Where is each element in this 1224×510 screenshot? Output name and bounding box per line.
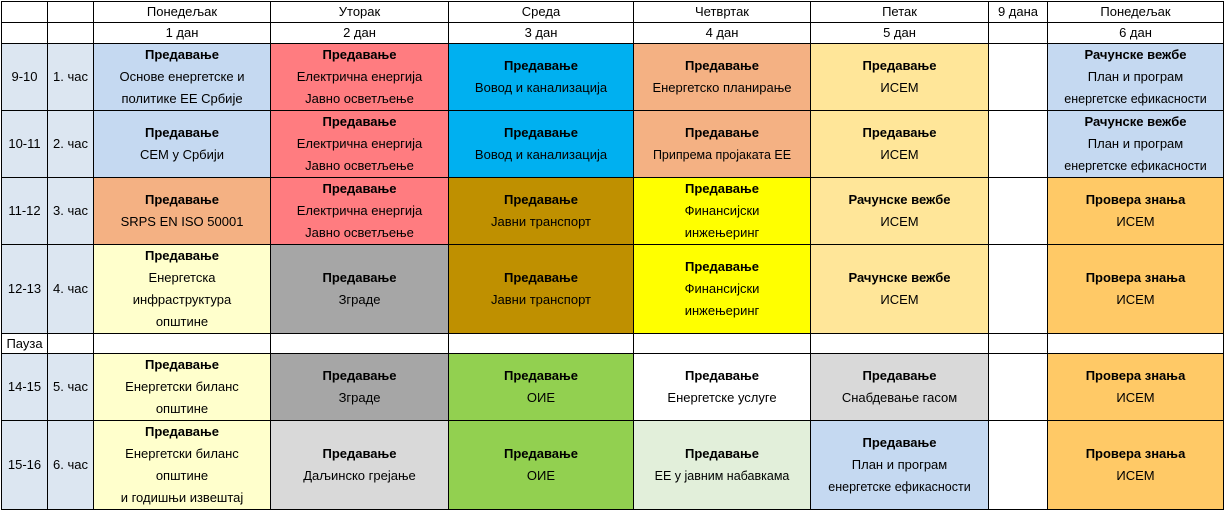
header-day-cell: Среда [449,2,634,23]
session-title: Рачунске вежбе [1084,114,1187,129]
session-title: Предавање [322,47,397,62]
session-topic-line: Финансијски [684,281,760,296]
session-title: Рачунске вежбе [1084,47,1187,62]
session-cell [811,245,989,334]
session-topic-line: ИСЕМ [1116,390,1155,405]
pause-row [2,334,1224,354]
time-slot: 15-16 [2,421,48,510]
session-title: Предавање [144,248,220,263]
session-topic-line: општине [155,401,209,416]
header-daynum-cell: 1 дан [94,23,271,44]
session-cell [634,421,811,510]
pause-empty-cell [94,334,271,354]
header-corner-cell [48,23,94,44]
session-cell [1048,245,1224,334]
time-slot: 12-13 [2,245,48,334]
session-topic-line: општине [155,314,209,329]
session-topic-line: Даљинско грејање [303,468,416,483]
schedule-row [2,421,1224,510]
session-cell [811,178,989,245]
session-cell [989,245,1048,334]
session-title: Предавање [684,368,760,383]
schedule-row [2,44,1224,111]
session-topic-line: и годишњи извештај [120,490,244,505]
session-title: Предавање [503,58,579,73]
session-title: Предавање [684,181,760,196]
session-topic-line: Зграде [338,390,381,405]
session-topic-line: инфраструктура [132,292,232,307]
header-corner-cell [2,23,48,44]
header-daynum-cell: 5 дан [811,23,989,44]
session-topic-line: SRPS EN ISO 50001 [120,214,244,229]
session-cell [94,44,271,111]
session-title: Предавање [322,446,397,461]
session-title: Предавање [144,47,220,62]
session-title: Провера знања [1085,270,1186,285]
session-title: Рачунске вежбе [848,270,951,285]
session-topic-line: Енергетски биланс [125,379,239,394]
session-title: Предавање [684,259,760,274]
session-topic-line: Енергетска [148,270,216,285]
session-cell [989,354,1048,421]
time-slot: 11-12 [2,178,48,245]
header-day-cell: 9 дана [989,2,1048,23]
header-daynum-cell: 2 дан [271,23,449,44]
time-slot: 10-11 [2,111,48,178]
session-topic-line: План и програм [1087,69,1184,84]
session-title: Предавање [144,192,220,207]
session-cell [271,245,449,334]
session-title: Предавање [862,368,937,383]
session-title: Предавање [684,446,760,461]
session-cell [1048,178,1224,245]
schedule-table [1,1,1224,510]
session-cell [94,111,271,178]
pause-empty-cell [634,334,811,354]
session-cell [449,354,634,421]
header-corner-cell [48,2,94,23]
session-cell [271,421,449,510]
session-cell [811,111,989,178]
session-cell [449,245,634,334]
session-title: Предавање [503,368,579,383]
header-day-cell: Уторак [271,2,449,23]
session-topic-line: План и програм [1087,136,1184,151]
session-topic-line: Вовод и канализација [474,80,608,95]
session-topic-line: енергетске ефикасности [1064,92,1207,106]
session-cell [271,354,449,421]
session-cell [989,44,1048,111]
session-cell [271,178,449,245]
session-title: Предавање [862,58,937,73]
session-topic-line: Финансијски [684,203,760,218]
session-cell [634,245,811,334]
session-topic-line: Јавно осветљење [305,158,414,173]
class-number: 4. час [48,245,94,334]
session-title: Провера знања [1085,446,1186,461]
session-title: Предавање [322,181,397,196]
session-title: Предавање [684,125,760,140]
pause-empty-cell [989,334,1048,354]
schedule-body [2,2,1224,510]
time-slot: 14-15 [2,354,48,421]
session-topic-line: Зграде [338,292,381,307]
schedule-row [2,354,1224,421]
header-daynum-cell: 3 дан [449,23,634,44]
session-topic-line: Јавни транспорт [491,292,591,307]
session-topic-line: ИСЕМ [880,80,919,95]
session-cell [989,421,1048,510]
session-topic-line: ОИЕ [526,468,556,483]
class-number: 1. час [48,44,94,111]
session-cell [811,44,989,111]
session-cell [1048,111,1224,178]
session-topic-line: СЕМ у Србији [139,147,225,162]
session-topic-line: Електрична енергија [296,203,423,218]
session-topic-line: инжењеринг [684,303,760,318]
session-title: Предавање [503,125,579,140]
session-cell [1048,354,1224,421]
session-cell [449,111,634,178]
header-day-cell: Четвртак [634,2,811,23]
session-title: Предавање [503,192,579,207]
session-cell [449,421,634,510]
class-number: 3. час [48,178,94,245]
session-topic-line: ИСЕМ [880,214,919,229]
session-cell [271,44,449,111]
schedule-row [2,178,1224,245]
session-cell [811,421,989,510]
session-title: Предавање [862,435,937,450]
session-cell [989,111,1048,178]
session-topic-line: ОИЕ [526,390,556,405]
session-topic-line: ИСЕМ [1116,292,1155,307]
session-cell [634,44,811,111]
session-topic-line: ИСЕМ [880,147,919,162]
session-cell [634,354,811,421]
session-title: Предавање [503,446,579,461]
pause-empty-cell [48,334,94,354]
time-slot: 9-10 [2,44,48,111]
session-topic-line: Јавно осветљење [305,91,414,106]
session-title: Предавање [144,424,220,439]
session-topic-line: инжењеринг [684,225,760,240]
session-topic-line: Јавни транспорт [491,214,591,229]
session-topic-line: енергетске ефикасности [828,480,971,494]
session-cell [94,421,271,510]
header-daynum-cell: 6 дан [1048,23,1224,44]
session-cell [94,178,271,245]
header-day-cell: Петак [811,2,989,23]
schedule-row [2,111,1224,178]
session-cell [989,178,1048,245]
session-title: Предавање [684,58,760,73]
session-title: Предавање [322,368,397,383]
pause-empty-cell [1048,334,1224,354]
session-title: Предавање [144,357,220,372]
session-title: Предавање [322,114,397,129]
session-title: Провера знања [1085,368,1186,383]
header-row-day-numbers [2,23,1224,44]
session-topic-line: ИСЕМ [1116,214,1155,229]
header-daynum-cell: 4 дан [634,23,811,44]
session-cell [811,354,989,421]
session-topic-line: Вовод и канализација [474,147,608,162]
session-cell [1048,421,1224,510]
session-topic-line: Енергетско планирање [652,80,792,95]
header-daynum-cell [989,23,1048,44]
session-title: Провера знања [1085,192,1186,207]
session-title: Предавање [862,125,937,140]
class-number: 6. час [48,421,94,510]
pause-label: Пауза [2,334,48,354]
pause-empty-cell [271,334,449,354]
session-topic-line: План и програм [851,457,948,472]
session-title: Предавање [503,270,579,285]
pause-empty-cell [449,334,634,354]
session-topic-line: Електрична енергија [296,136,423,151]
session-topic-line: ЕЕ у јавним набавкама [654,469,790,483]
session-cell [271,111,449,178]
session-topic-line: енергетске ефикасности [1064,159,1207,173]
session-cell [1048,44,1224,111]
session-topic-line: Основе енергетске и [119,69,245,84]
session-topic-line: Енергетски биланс [125,446,239,461]
class-number: 5. час [48,354,94,421]
session-topic-line: Електрична енергија [296,69,423,84]
session-title: Предавање [144,125,220,140]
schedule-row [2,245,1224,334]
session-topic-line: ИСЕМ [880,292,919,307]
session-topic-line: Енергетске услуге [667,390,777,405]
header-row-days [2,2,1224,23]
session-topic-line: ИСЕМ [1116,468,1155,483]
pause-empty-cell [811,334,989,354]
session-topic-line: политике ЕЕ Србије [121,91,243,106]
session-cell [634,178,811,245]
session-cell [634,111,811,178]
session-topic-line: општине [155,468,209,483]
session-cell [94,354,271,421]
session-topic-line: Снабдевање гасом [841,390,958,405]
session-topic-line: Припрема пројаката ЕЕ [652,148,792,162]
session-cell [449,178,634,245]
session-cell [449,44,634,111]
class-number: 2. час [48,111,94,178]
header-day-cell: Понедељак [94,2,271,23]
session-title: Рачунске вежбе [848,192,951,207]
session-cell [94,245,271,334]
session-title: Предавање [322,270,397,285]
session-topic-line: Јавно осветљење [305,225,414,240]
header-corner-cell [2,2,48,23]
header-day-cell: Понедељак [1048,2,1224,23]
